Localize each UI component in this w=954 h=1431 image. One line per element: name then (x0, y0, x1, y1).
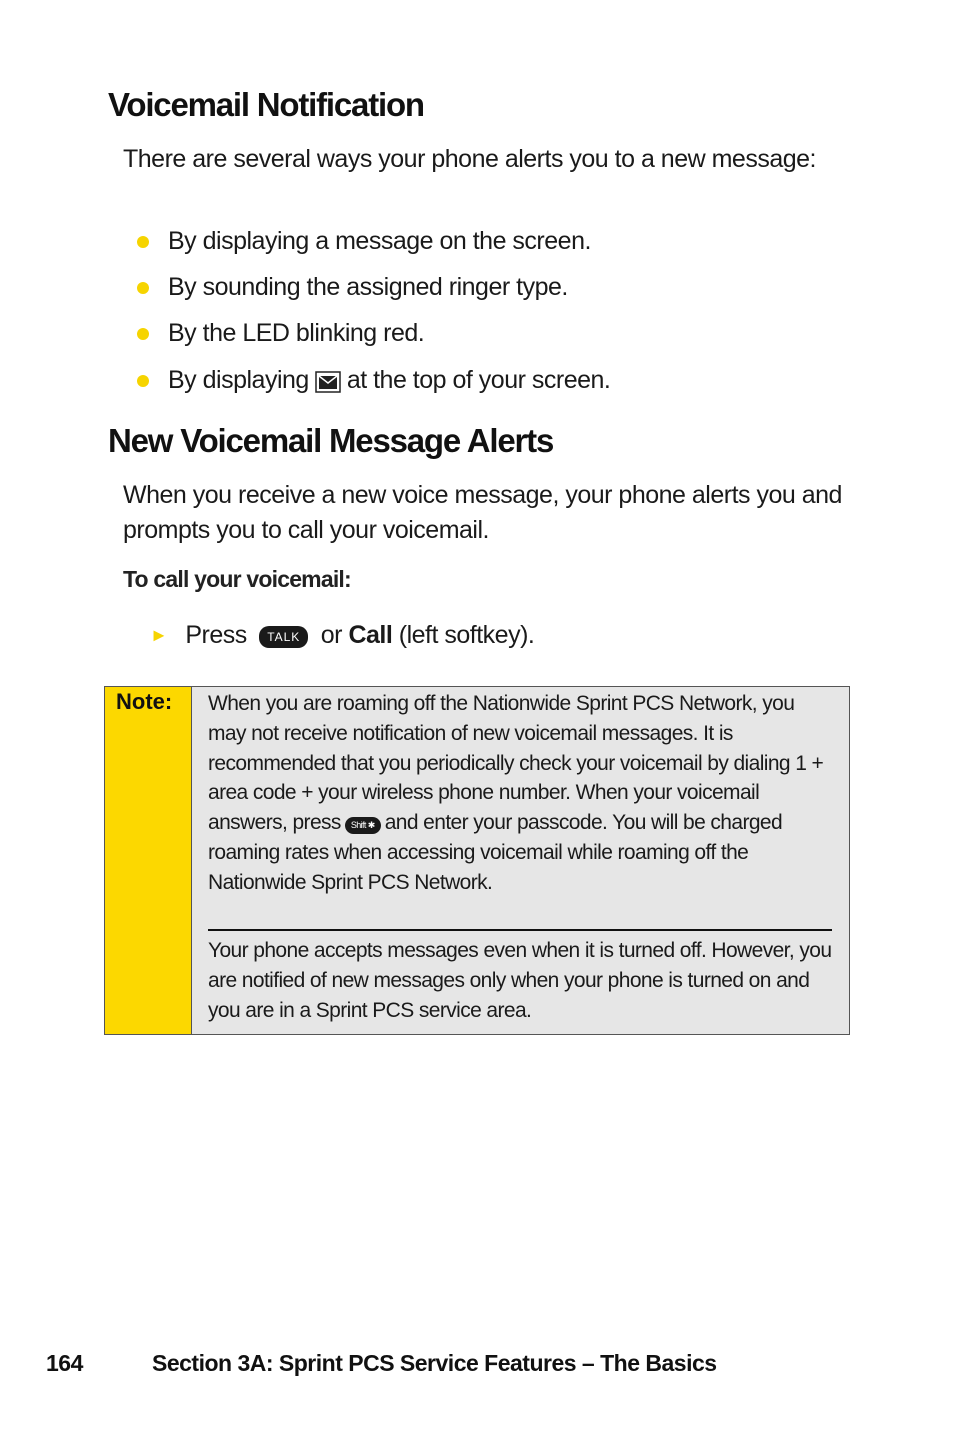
list-item-text (168, 365, 610, 395)
step-or-text: or (320, 621, 342, 649)
page-number: 164 (46, 1350, 83, 1376)
procedure-title: To call your voicemail: (123, 566, 351, 592)
note-paragraph-2: Your phone accepts messages even when it is turned off. However, you are notified of new messages only when your phone is turned on and you are in a Sprint PCS service area. (208, 939, 832, 1022)
note-divider (208, 929, 832, 931)
note-label-cell (105, 687, 192, 1034)
step-arrow-icon: ► (150, 625, 168, 645)
bullet-icon (137, 328, 149, 340)
section-title-new-voicemail-alerts: New Voicemail Message Alerts (108, 422, 554, 459)
note-para1-before: When you are roaming off the Nationwide Sprint PCS Network, you may not receive notification of new voicemail messages. It is recommended that you periodically check your voicemail by dialing 1 + area code + your wireless phone number. When your voicemail answers, press (208, 692, 824, 835)
bullet-icon (137, 282, 149, 294)
section1-intro: There are several ways your phone alerts you to a new message: (123, 145, 816, 173)
talk-key-icon: TALK (259, 626, 308, 648)
list-item-text: By displaying a message on the screen. (168, 227, 591, 255)
bullet4-before-text: By displaying (168, 366, 309, 394)
procedure-step (150, 618, 534, 652)
list-item-text: By sounding the assigned ringer type. (168, 273, 568, 301)
note-paragraph-1 (208, 689, 833, 898)
note-para1-after: and enter your passcode. You will be charged roaming rates when accessing voicemail while roaming off the Nationwide Sprint PCS Network. (208, 811, 783, 894)
footer-section-title: Section 3A: Sprint PCS Service Features – The Basics (152, 1350, 717, 1376)
step-press-text: Press (185, 621, 247, 649)
shift-key-icon: Shift ✱ (345, 817, 381, 834)
section-title-voicemail-notification: Voicemail Notification (108, 86, 424, 123)
call-softkey-label: Call (348, 621, 393, 649)
bullet-icon (137, 236, 149, 248)
note-label: Note: (116, 689, 173, 714)
bullet-icon (137, 375, 149, 387)
bullet4-after-text: at the top of your screen. (346, 366, 611, 394)
envelope-icon (315, 371, 341, 393)
step-softkey-text: (left softkey). (398, 621, 535, 649)
section2-intro: When you receive a new voice message, your phone alerts you and prompts you to call your voicemail. (123, 481, 842, 544)
list-item-text: By the LED blinking red. (168, 319, 425, 347)
note-box (104, 686, 850, 1035)
